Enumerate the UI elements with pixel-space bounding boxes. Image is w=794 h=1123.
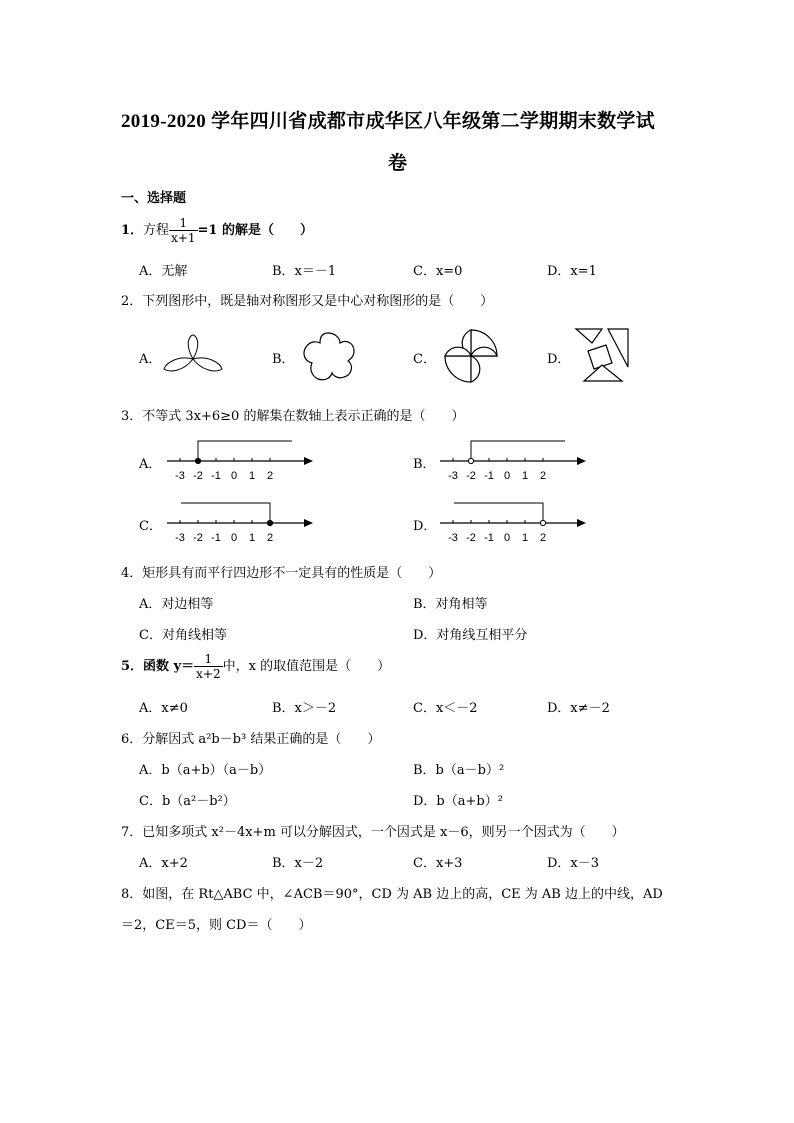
question-8-line2: ＝2，CE＝5，则 CD＝（ ） xyxy=(121,918,312,933)
fraction-numerator: 1 xyxy=(194,652,222,667)
q6-option-b[interactable]: B．b（a－b）² xyxy=(413,763,505,778)
question-1 xyxy=(121,216,313,245)
tick-label: 1 xyxy=(521,470,529,482)
question-5-post: 中，x 的取值范围是（ ） xyxy=(222,659,391,674)
pinwheel-figure xyxy=(442,327,500,385)
tick-label: -2 xyxy=(193,470,203,482)
q1-option-b[interactable]: B．x＝－1 xyxy=(272,264,337,279)
question-5-number: 5． xyxy=(121,659,144,674)
number-line-d xyxy=(438,499,593,547)
closed-dot xyxy=(195,458,200,463)
q4-option-c[interactable]: C．对角线相等 xyxy=(139,628,227,643)
q2-option-a[interactable]: A． xyxy=(139,352,162,367)
q6-option-a[interactable]: A．b（a+b）（a－b） xyxy=(139,763,272,778)
tick-label: 0 xyxy=(503,470,511,482)
tangram-figure xyxy=(572,327,632,385)
q3-option-a[interactable]: A． xyxy=(139,457,162,472)
question-3: 3．不等式 3x+6≥0 的解集在数轴上表示正确的是（ ） xyxy=(121,409,465,424)
q7-option-d[interactable]: D．x－3 xyxy=(547,856,600,871)
arrow-head-icon xyxy=(577,519,586,527)
solution-ray xyxy=(198,441,292,461)
q2-option-b[interactable]: B． xyxy=(272,352,295,367)
question-5-pre: 函数 y＝ xyxy=(143,659,195,674)
tick-label: 0 xyxy=(503,532,511,544)
question-1-fraction xyxy=(169,216,197,245)
fraction-numerator: 1 xyxy=(169,216,197,231)
q7-option-a[interactable]: A．x+2 xyxy=(139,856,188,871)
question-5 xyxy=(121,652,390,681)
q3-option-c[interactable]: C． xyxy=(139,519,162,534)
q6-option-d[interactable]: D．b（a+b）² xyxy=(413,794,503,809)
q5-option-b[interactable]: B．x＞－2 xyxy=(272,701,337,716)
question-1-post: =1 的解是（ ） xyxy=(197,223,313,238)
question-7: 7．已知多项式 x²－4x+m 可以分解因式，一个因式是 x－6，则另一个因式为（ ） xyxy=(121,825,625,840)
closed-dot xyxy=(267,520,272,525)
trefoil-figure xyxy=(160,333,226,377)
tick-label: -3 xyxy=(175,532,185,544)
tick-label: -1 xyxy=(211,532,221,544)
solution-ray xyxy=(181,503,270,523)
q4-option-d[interactable]: D．对角线互相平分 xyxy=(413,628,528,643)
tick-label: 2 xyxy=(539,470,547,482)
tick-label: 0 xyxy=(230,470,238,482)
solution-ray xyxy=(454,503,543,523)
tick-label: 0 xyxy=(230,532,238,544)
solution-ray xyxy=(471,441,565,461)
tick-label: 2 xyxy=(266,532,274,544)
q3-option-b[interactable]: B． xyxy=(413,457,436,472)
number-line-b xyxy=(438,437,593,485)
fraction-denominator: x+2 xyxy=(196,667,221,681)
document-title-line1: 2019-2020 学年四川省成都市成华区八年级第二学期期末数学试 xyxy=(121,111,655,132)
q1-option-a[interactable]: A．无解 xyxy=(139,264,188,279)
tick-label: 1 xyxy=(248,470,256,482)
question-1-number: 1． xyxy=(121,223,144,238)
q5-option-d[interactable]: D．x≠－2 xyxy=(547,701,610,716)
arrow-head-icon xyxy=(304,457,313,465)
q3-option-d[interactable]: D． xyxy=(413,519,437,534)
q2-option-c[interactable]: C． xyxy=(413,352,436,367)
tick-label: -3 xyxy=(175,470,185,482)
tick-label: -2 xyxy=(193,532,203,544)
tick-label: 1 xyxy=(248,532,256,544)
flower-figure xyxy=(298,329,358,383)
tick-label: -1 xyxy=(484,532,494,544)
section-heading: 一、选择题 xyxy=(121,191,187,206)
tick-label: -3 xyxy=(448,470,458,482)
question-4: 4．矩形具有而平行四边形不一定具有的性质是（ ） xyxy=(121,566,442,581)
question-5-fraction xyxy=(194,652,222,681)
question-2: 2．下列图形中，既是轴对称图形又是中心对称图形的是（ ） xyxy=(121,294,494,309)
number-line-c xyxy=(165,499,320,547)
open-dot xyxy=(540,520,545,525)
q7-option-c[interactable]: C．x+3 xyxy=(413,856,463,871)
tick-label: -1 xyxy=(211,470,221,482)
arrow-head-icon xyxy=(577,457,586,465)
q7-option-b[interactable]: B．x－2 xyxy=(272,856,324,871)
arrow-head-icon xyxy=(304,519,313,527)
q2-option-d[interactable]: D． xyxy=(547,352,571,367)
fraction-denominator: x+1 xyxy=(171,231,196,245)
q1-option-c[interactable]: C．x=0 xyxy=(413,264,463,279)
q6-option-c[interactable]: C．b（a²－b²） xyxy=(139,794,236,809)
q5-option-a[interactable]: A．x≠0 xyxy=(139,701,188,716)
question-1-pre: 方程 xyxy=(143,223,170,238)
tick-label: 2 xyxy=(539,532,547,544)
tick-label: -1 xyxy=(484,470,494,482)
number-line-a xyxy=(165,437,320,485)
tick-label: -2 xyxy=(466,470,476,482)
open-dot xyxy=(468,458,473,463)
tick-label: 2 xyxy=(266,470,274,482)
question-8-line1: 8．如图，在 Rt△ABC 中，∠ACB＝90°，CD 为 AB 边上的高，CE 为 AB 边上的中线，AD xyxy=(121,887,663,902)
q5-option-c[interactable]: C．x＜－2 xyxy=(413,701,478,716)
tick-label: -2 xyxy=(466,532,476,544)
tick-label: 1 xyxy=(521,532,529,544)
question-6: 6．分解因式 a²b－b³ 结果正确的是（ ） xyxy=(121,732,381,747)
tick-label: -3 xyxy=(448,532,458,544)
q4-option-a[interactable]: A．对边相等 xyxy=(139,597,214,612)
document-title-line2: 卷 xyxy=(388,153,408,174)
q4-option-b[interactable]: B．对角相等 xyxy=(413,597,488,612)
q1-option-d[interactable]: D．x=1 xyxy=(547,264,597,279)
